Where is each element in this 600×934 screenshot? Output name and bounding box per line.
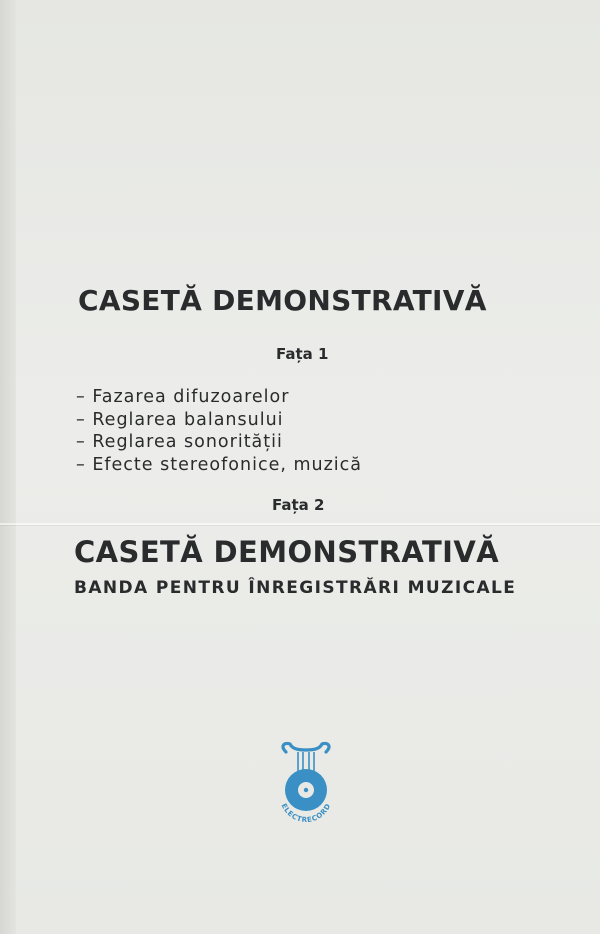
track-item: – Fazarea difuzoarelor [76, 387, 290, 407]
fold-line [0, 523, 600, 525]
track-item: – Reglarea sonorității [76, 432, 283, 452]
card-edge [0, 0, 16, 934]
side-a-title: CASETĂ DEMONSTRATIVĂ [78, 284, 487, 317]
side-b-title: CASETĂ DEMONSTRATIVĂ [74, 535, 500, 569]
logo-text: ELECTRECORD [279, 802, 333, 824]
track-item: – Reglarea balansului [76, 409, 284, 430]
side-b-label: Fața 2 [272, 496, 325, 514]
track-item: – Efecte stereofonice, muzică [76, 454, 363, 475]
electrecord-lyre-logo-icon [270, 740, 342, 824]
side-a-label: Fața 1 [276, 345, 329, 363]
side-b-subtitle: BANDA PENTRU ÎNREGISTRĂRI MUZICALE [74, 578, 517, 598]
side-a-track-list [76, 386, 362, 476]
